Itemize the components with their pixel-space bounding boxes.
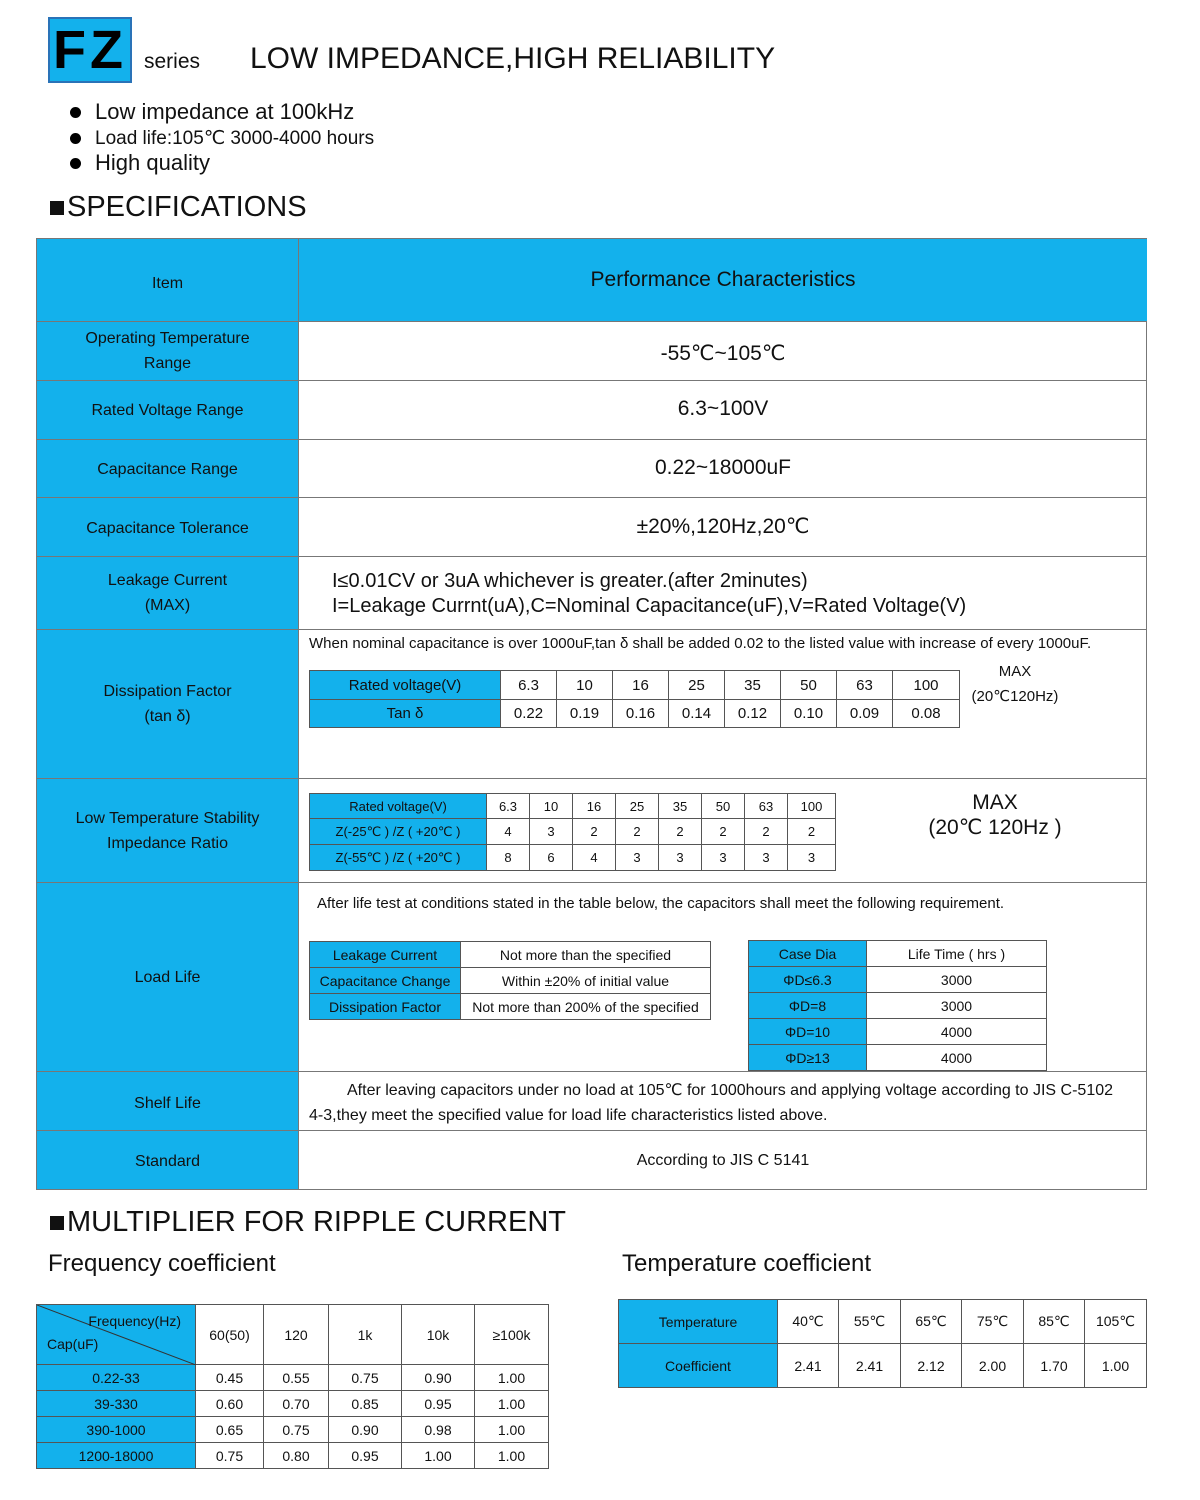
freq-coef: 0.75 bbox=[264, 1417, 329, 1443]
df-tan: 0.08 bbox=[893, 700, 960, 728]
df-tan: 0.09 bbox=[837, 700, 893, 728]
lts-condition: (20℃ 120Hz ) bbox=[928, 816, 1062, 839]
life-time: 3000 bbox=[867, 993, 1047, 1019]
df-tan: 0.12 bbox=[725, 700, 781, 728]
performance-header: Performance Characteristics bbox=[590, 268, 856, 291]
op-temp-label: Operating Temperature Range bbox=[85, 330, 250, 372]
requirement-key: Capacitance Change bbox=[310, 968, 461, 994]
df-voltage: 10 bbox=[557, 671, 613, 700]
temp-row-label: Coefficient bbox=[619, 1344, 778, 1388]
lts-voltage: 6.3 bbox=[487, 794, 530, 819]
df-voltage: 6.3 bbox=[501, 671, 557, 700]
frequency-corner-cell bbox=[37, 1305, 196, 1365]
impedance-ratio-table bbox=[309, 793, 836, 871]
temp-coef: 2.41 bbox=[839, 1344, 901, 1388]
load-requirements-table bbox=[309, 941, 711, 1020]
leakage-formula: I≤0.01CV or 3uA whichever is greater.(after 2minutes) bbox=[332, 570, 808, 592]
temp-coef: 2.41 bbox=[778, 1344, 839, 1388]
feature-text: Low impedance at 100kHz bbox=[95, 99, 355, 124]
temperature-col: 65℃ bbox=[901, 1300, 962, 1344]
temperature-coefficient-title: Temperature coefficient bbox=[622, 1250, 872, 1277]
df-tan: 0.16 bbox=[613, 700, 669, 728]
temperature-col: 40℃ bbox=[778, 1300, 839, 1344]
freq-coef: 0.90 bbox=[329, 1417, 402, 1443]
requirement-key: Leakage Current bbox=[310, 942, 461, 968]
frequency-col: 120 bbox=[264, 1305, 329, 1365]
feature-text: Load life:105℃ 3000-4000 hours bbox=[95, 128, 375, 149]
freq-coef: 0.90 bbox=[402, 1365, 475, 1391]
freq-coef: 0.45 bbox=[196, 1365, 264, 1391]
lts-voltage: 25 bbox=[616, 794, 659, 819]
standard-value: According to JIS C 5141 bbox=[636, 1152, 810, 1169]
cap-range: 0.22-33 bbox=[37, 1365, 196, 1391]
lts-z55: 6 bbox=[530, 845, 573, 871]
freq-coef: 1.00 bbox=[475, 1391, 549, 1417]
lts-voltage: 10 bbox=[530, 794, 573, 819]
lts-z25: 3 bbox=[530, 819, 573, 845]
temp-coef: 1.70 bbox=[1024, 1344, 1085, 1388]
frequency-coefficient-table bbox=[36, 1304, 549, 1469]
leakage-label-line: (MAX) bbox=[144, 597, 191, 614]
lts-max-note bbox=[905, 790, 1085, 840]
freq-coef: 0.85 bbox=[329, 1391, 402, 1417]
life-time-table bbox=[748, 940, 1047, 1071]
df-voltage: 35 bbox=[725, 671, 781, 700]
dissipation-table bbox=[309, 670, 960, 728]
shelf-life-label: Shelf Life bbox=[134, 1094, 201, 1112]
load-life-note: After life test at conditions stated in the table below, the capacitors shall meet the following requirement. bbox=[317, 895, 1005, 912]
feature-text: High quality bbox=[95, 150, 210, 175]
lts-z55: 3 bbox=[745, 845, 788, 871]
tolerance-label: Capacitance Tolerance bbox=[86, 519, 249, 537]
df-voltage: 100 bbox=[893, 671, 960, 700]
lts-voltage: 50 bbox=[702, 794, 745, 819]
lts-z55: 3 bbox=[659, 845, 702, 871]
lts-voltage: 35 bbox=[659, 794, 702, 819]
df-max: MAX bbox=[998, 663, 1032, 680]
lts-z55: 4 bbox=[573, 845, 616, 871]
frequency-col: 10k bbox=[402, 1305, 475, 1365]
lts-z55: 3 bbox=[702, 845, 745, 871]
feature-item bbox=[70, 99, 354, 125]
freq-coef: 0.80 bbox=[264, 1443, 329, 1469]
df-voltage: 50 bbox=[781, 671, 837, 700]
feature-item bbox=[70, 150, 210, 176]
freq-coef: 1.00 bbox=[402, 1443, 475, 1469]
op-temp-value: -55℃~105℃ bbox=[660, 341, 786, 365]
lts-z25: 2 bbox=[573, 819, 616, 845]
frequency-coefficient-title: Frequency coefficient bbox=[48, 1250, 276, 1277]
section-title-ripple bbox=[50, 1206, 566, 1239]
case-dia: ΦD=10 bbox=[749, 1019, 867, 1045]
lts-max: MAX bbox=[972, 791, 1018, 814]
freq-coef: 1.00 bbox=[475, 1417, 549, 1443]
freq-coef: 1.00 bbox=[475, 1365, 549, 1391]
bullet-icon bbox=[70, 133, 81, 144]
bullet-icon bbox=[70, 158, 81, 169]
item-header: Item bbox=[151, 274, 184, 292]
leakage-definition: I=Leakage Currnt(uA),C=Nominal Capacitance(uF),V=Rated Voltage(V) bbox=[332, 595, 967, 617]
shelf-life-value bbox=[309, 1078, 1113, 1128]
section-title-specifications bbox=[50, 191, 307, 224]
df-max-note bbox=[965, 659, 1065, 709]
cap-range: 390-1000 bbox=[37, 1417, 196, 1443]
series-logo: FZ bbox=[48, 17, 132, 83]
temp-coef: 1.00 bbox=[1085, 1344, 1147, 1388]
lts-z25: 2 bbox=[745, 819, 788, 845]
leakage-label bbox=[37, 557, 298, 629]
temperature-col: 105℃ bbox=[1085, 1300, 1147, 1344]
temp-coef: 2.12 bbox=[901, 1344, 962, 1388]
case-dia: ΦD≤6.3 bbox=[749, 967, 867, 993]
page-headline: LOW IMPEDANCE,HIGH RELIABILITY bbox=[250, 42, 776, 75]
lts-z25: 2 bbox=[659, 819, 702, 845]
df-row-label: Rated voltage(V) bbox=[310, 671, 501, 700]
dissipation-label bbox=[37, 630, 298, 778]
specifications-table bbox=[36, 238, 1147, 1190]
freq-coef: 0.75 bbox=[196, 1443, 264, 1469]
df-tan: 0.14 bbox=[669, 700, 725, 728]
temperature-col: 85℃ bbox=[1024, 1300, 1085, 1344]
low-temp-label bbox=[37, 779, 298, 882]
df-tan: 0.10 bbox=[781, 700, 837, 728]
lts-voltage: 63 bbox=[745, 794, 788, 819]
df-tan: 0.19 bbox=[557, 700, 613, 728]
freq-coef: 0.95 bbox=[329, 1443, 402, 1469]
requirement-value: Within ±20% of initial value bbox=[461, 968, 711, 994]
lts-z55: 3 bbox=[788, 845, 836, 871]
frequency-col: ≥100k bbox=[475, 1305, 549, 1365]
capacitance-value: 0.22~18000uF bbox=[654, 456, 792, 479]
lts-z25: 2 bbox=[702, 819, 745, 845]
freq-coef: 0.75 bbox=[329, 1365, 402, 1391]
standard-label: Standard bbox=[135, 1152, 200, 1170]
dissipation-label-line: Dissipation Factor bbox=[103, 683, 232, 700]
leakage-value bbox=[332, 569, 966, 619]
life-time: 4000 bbox=[867, 1019, 1047, 1045]
low-temp-label-line: Low Temperature Stability bbox=[75, 809, 260, 827]
section-title-text: SPECIFICATIONS bbox=[67, 191, 307, 223]
dissipation-label-line: (tan δ) bbox=[144, 708, 191, 725]
lts-voltage: 16 bbox=[573, 794, 616, 819]
requirement-value: Not more than 200% of the specified bbox=[461, 994, 711, 1020]
temperature-col: 55℃ bbox=[839, 1300, 901, 1344]
life-header-value: Life Time ( hrs ) bbox=[867, 941, 1047, 967]
low-temp-label-line: Impedance Ratio bbox=[107, 834, 228, 852]
lts-voltage: 100 bbox=[788, 794, 836, 819]
lts-z25: 2 bbox=[616, 819, 659, 845]
feature-item bbox=[70, 127, 374, 150]
requirement-key: Dissipation Factor bbox=[310, 994, 461, 1020]
leakage-label-line: Leakage Current bbox=[107, 572, 228, 589]
cap-range: 1200-18000 bbox=[37, 1443, 196, 1469]
freq-coef: 0.55 bbox=[264, 1365, 329, 1391]
lts-row-label: Z(-25℃ ) /Z ( +20℃ ) bbox=[310, 819, 487, 845]
freq-coef: 0.65 bbox=[196, 1417, 264, 1443]
load-life-label: Load Life bbox=[134, 968, 201, 986]
freq-coef: 1.00 bbox=[475, 1443, 549, 1469]
square-bullet-icon bbox=[50, 201, 64, 215]
frequency-col: 1k bbox=[329, 1305, 402, 1365]
freq-coef: 0.70 bbox=[264, 1391, 329, 1417]
series-label: series bbox=[144, 50, 201, 73]
bullet-icon bbox=[70, 107, 81, 118]
lts-z25: 2 bbox=[788, 819, 836, 845]
freq-coef: 0.98 bbox=[402, 1417, 475, 1443]
life-header-key: Case Dia bbox=[749, 941, 867, 967]
cap-range: 39-330 bbox=[37, 1391, 196, 1417]
lts-z55: 3 bbox=[616, 845, 659, 871]
dissipation-note: When nominal capacitance is over 1000uF,tan δ shall be added 0.02 to the listed value with increase of every 1000uF. bbox=[309, 635, 1092, 652]
corner-frequency-label: Frequency(Hz) bbox=[88, 1313, 181, 1329]
freq-coef: 0.95 bbox=[402, 1391, 475, 1417]
case-dia: ΦD≥13 bbox=[749, 1045, 867, 1071]
df-row-label: Tan δ bbox=[310, 700, 501, 728]
lts-z25: 4 bbox=[487, 819, 530, 845]
lts-z55: 8 bbox=[487, 845, 530, 871]
life-time: 4000 bbox=[867, 1045, 1047, 1071]
frequency-col: 60(50) bbox=[196, 1305, 264, 1365]
shelf-life-line: 4-3,they meet the specified value for load life characteristics listed above. bbox=[309, 1107, 828, 1124]
temperature-col: 75℃ bbox=[962, 1300, 1024, 1344]
voltage-label: Rated Voltage Range bbox=[91, 401, 244, 419]
tolerance-value: ±20%,120Hz,20℃ bbox=[636, 515, 810, 538]
life-time: 3000 bbox=[867, 967, 1047, 993]
case-dia: ΦD=8 bbox=[749, 993, 867, 1019]
df-condition: (20℃120Hz) bbox=[971, 688, 1059, 705]
temp-row-label: Temperature bbox=[619, 1300, 778, 1344]
voltage-value: 6.3~100V bbox=[677, 397, 769, 420]
lts-row-label: Rated voltage(V) bbox=[310, 794, 487, 819]
capacitance-label: Capacitance Range bbox=[97, 461, 238, 478]
freq-coef: 0.60 bbox=[196, 1391, 264, 1417]
square-bullet-icon bbox=[50, 1216, 64, 1230]
df-voltage: 25 bbox=[669, 671, 725, 700]
df-voltage: 63 bbox=[837, 671, 893, 700]
temp-coef: 2.00 bbox=[962, 1344, 1024, 1388]
shelf-life-line: After leaving capacitors under no load at 105℃ for 1000hours and applying voltage according to JIS C-5102 bbox=[347, 1082, 1114, 1099]
df-tan: 0.22 bbox=[501, 700, 557, 728]
section-title-text: MULTIPLIER FOR RIPPLE CURRENT bbox=[67, 1206, 566, 1238]
requirement-value: Not more than the specified bbox=[461, 942, 711, 968]
corner-cap-label: Cap(uF) bbox=[47, 1336, 99, 1352]
temperature-coefficient-table bbox=[618, 1299, 1147, 1388]
df-voltage: 16 bbox=[613, 671, 669, 700]
lts-row-label: Z(-55℃ ) /Z ( +20℃ ) bbox=[310, 845, 487, 871]
